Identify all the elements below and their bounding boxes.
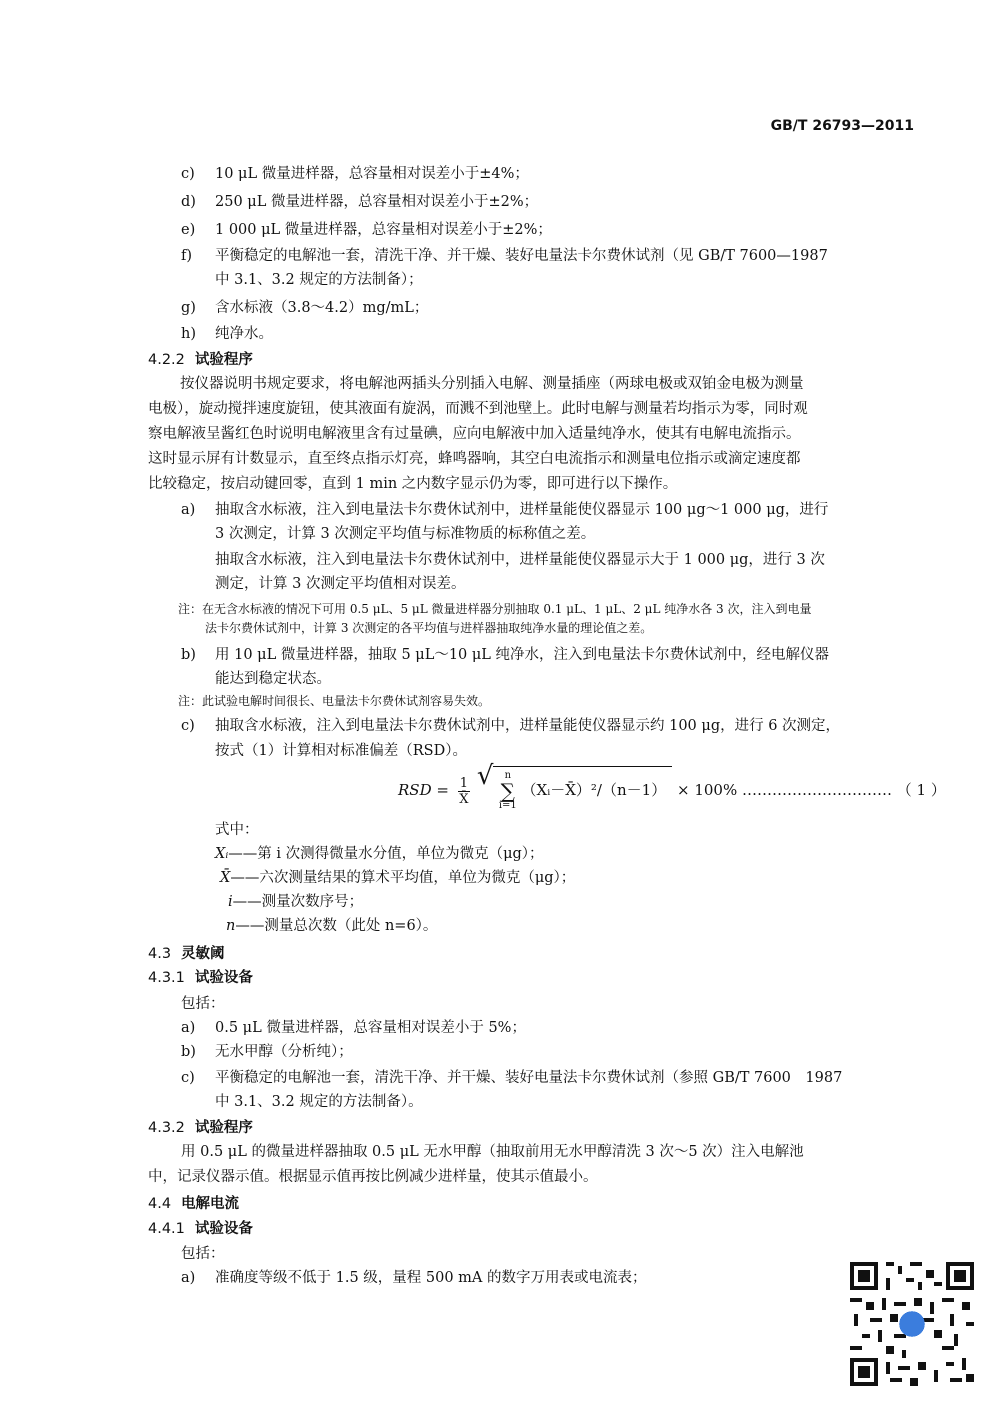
procedure-line-4: 这时显示屏有计数显示，直至终点指示灯亮，蜂鸣器响，其空白电流指示和测量电位指示或滴定速度都 xyxy=(148,451,801,467)
formula-rsd: RSD = $\frac{1}{X̄}$ √ n ∑ i=1 （Xᵢ－X̄）²/（n－1） × 100% ………………………… （ 1 ） xyxy=(398,766,946,811)
section-4-4-heading: 4.4 电解电流 xyxy=(148,1196,240,1212)
list-item-431-c: c) 平衡稳定的电解池一套，清洗干净、并干燥、装好电量法卡尔费休试剂（参照 GB/T 7600 1987 xyxy=(181,1070,843,1086)
where-heading: 式中： xyxy=(215,822,259,838)
include-label-1: 包括： xyxy=(181,996,225,1012)
where-def-xbar: X̄——六次测量结果的算术平均值，单位为微克（μg）； xyxy=(220,870,576,886)
where-def-i: i——测量次数序号； xyxy=(228,894,364,910)
note-1-line-1: 注：在无含水标液的情况下可用 0.5 μL、5 μL 微量进样器分别抽取 0.1 μL、1 μL、2 μL 纯净水各 3 次，注入到电量 xyxy=(178,602,812,616)
note-2: 注：此试验电解时间很长、电量法卡尔费休试剂容易失效。 xyxy=(178,694,491,708)
list-item-h: h) 纯净水。 xyxy=(181,326,273,342)
summation: √ n ∑ i=1 xyxy=(498,770,517,811)
procedure-line-2: 电极），旋动搅拌速度旋钮，使其液面有旋涡，而溅不到池壁上。此时电解与测量若均指示为零，同时观 xyxy=(148,401,808,417)
item-a-line-2: 3 次测定，计算 3 次测定平均值与标准物质的标称值之差。 xyxy=(215,526,596,542)
where-def-n: n——测量总次数（此处 n=6）。 xyxy=(226,918,438,934)
item-b-line-2: 能达到稳定状态。 xyxy=(215,671,331,687)
section-4-3-2-heading: 4.3.2 试验程序 xyxy=(148,1120,253,1136)
qr-code-icon xyxy=(846,1258,978,1390)
list-item-c: c) 10 μL 微量进样器，总容量相对误差小于±4%； xyxy=(181,166,529,182)
procedure-line-3: 察电解液呈酱红色时说明电解液里含有过量碘，应向电解液中加入适量纯净水，使其有电解电流指示。 xyxy=(148,426,801,442)
list-item-g: g) 含水标液（3.8～4.2）mg/mL； xyxy=(181,300,429,316)
list-item-431-c-cont: 中 3.1、3.2 规定的方法制备）。 xyxy=(215,1094,423,1110)
list-item-431-b: b) 无水甲醇（分析纯）； xyxy=(181,1044,353,1060)
proc-432-line-2: 中，记录仪器示值。根据显示值再按比例减少进样量，使其示值最小。 xyxy=(148,1169,598,1185)
note-1-line-2: 法卡尔费休试剂中，计算 3 次测定的各平均值与进样器抽取纯净水量的理论值之差。 xyxy=(205,621,653,635)
include-label-2: 包括： xyxy=(181,1246,225,1262)
fraction: $\frac{1}{X̄}$ xyxy=(459,775,469,807)
document-id: GB/T 26793—2011 xyxy=(770,118,914,134)
procedure-line-1: 按仪器说明书规定要求，将电解池两插头分别插入电解、测量插座（两球电极或双铂金电极为测量 xyxy=(180,376,804,392)
item-b-line-1: b) 用 10 μL 微量进样器，抽取 5 μL～10 μL 纯净水，注入到电量法卡尔费休试剂中，经电解仪器 xyxy=(181,647,830,663)
item-a-line-4: 测定，计算 3 次测定平均值相对误差。 xyxy=(215,576,466,592)
list-item-441-a: a) 准确度等级不低于 1.5 级，量程 500 mA 的数字万用表或电流表； xyxy=(181,1270,647,1286)
where-def-xi: Xᵢ——第 i 次测得微量水分值，单位为微克（μg）； xyxy=(215,846,544,862)
list-item-f-cont: 中 3.1、3.2 规定的方法制备）； xyxy=(215,272,423,288)
list-item-e: e) 1 000 μL 微量进样器，总容量相对误差小于±2%； xyxy=(181,222,552,238)
item-c-line-1: c) 抽取含水标液，注入到电量法卡尔费休试剂中，进样量能使仪器显示约 100 μg，进行 6 次测定， xyxy=(181,718,841,734)
section-4-4-1-heading: 4.4.1 试验设备 xyxy=(148,1221,253,1237)
list-item-f: f) 平衡稳定的电解池一套，清洗干净、并干燥、装好电量法卡尔费休试剂（见 GB/T 7600—1987 xyxy=(181,248,828,264)
item-c-line-2: 按式（1）计算相对标准偏差（RSD）。 xyxy=(215,743,467,759)
item-a-line-3: 抽取含水标液，注入到电量法卡尔费休试剂中，进样量能使仪器显示大于 1 000 μg，进行 3 次 xyxy=(215,552,825,568)
procedure-line-5: 比较稳定，按启动键回零，直到 1 min 之内数字显示仍为零，即可进行以下操作。 xyxy=(148,476,678,492)
list-item-431-a: a) 0.5 μL 微量进样器，总容量相对误差小于 5%； xyxy=(181,1020,526,1036)
list-item-d: d) 250 μL 微量进样器，总容量相对误差小于±2%； xyxy=(181,194,539,210)
section-4-3-1-heading: 4.3.1 试验设备 xyxy=(148,970,253,986)
proc-432-line-1: 用 0.5 μL 的微量进样器抽取 0.5 μL 无水甲醇（抽取前用无水甲醇清洗 3 次～5 次）注入电解池 xyxy=(181,1144,804,1160)
section-4-2-2-heading: 4.2.2 试验程序 xyxy=(148,352,253,368)
item-a-line-1: a) 抽取含水标液，注入到电量法卡尔费休试剂中，进样量能使仪器显示 100 μg～1 000 μg，进行 xyxy=(181,502,829,518)
square-root: √ n ∑ i=1 （Xᵢ－X̄）²/（n－1） xyxy=(493,766,672,811)
section-4-3-heading: 4.3 灵敏阈 xyxy=(148,946,225,962)
